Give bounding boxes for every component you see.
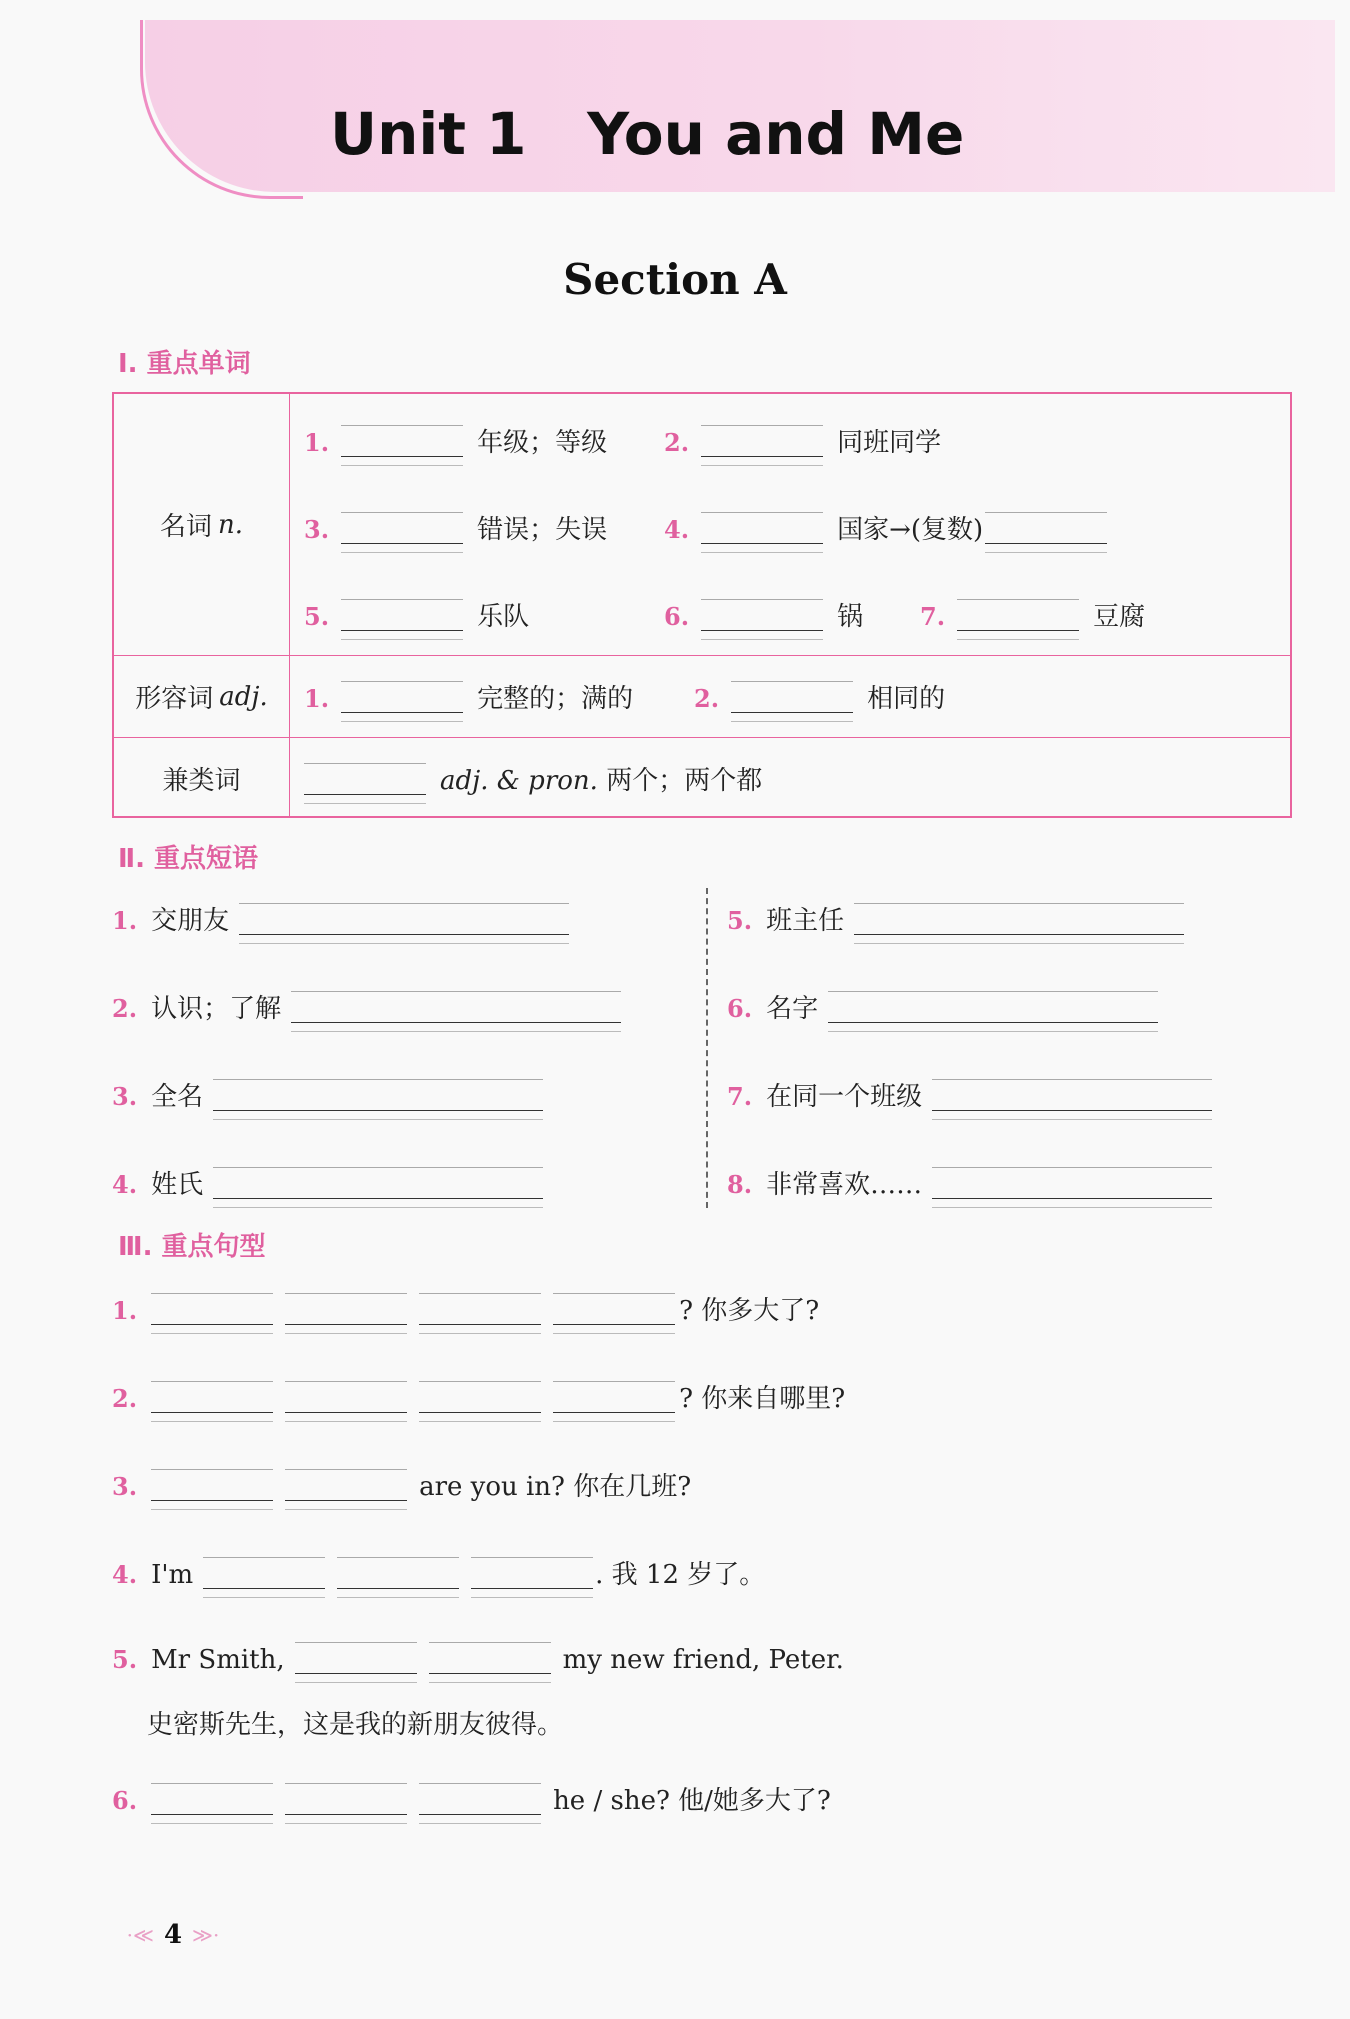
sentence-item-4: 4. I'm . 我 12 岁了。 <box>112 1554 765 1591</box>
phrase-item-8: 8. 非常喜欢…… <box>727 1164 1226 1201</box>
answer-blank[interactable] <box>731 681 853 713</box>
noun-row <box>114 394 1290 656</box>
noun-item-4: 4. 国家→(复数) <box>664 509 1121 546</box>
answer-blank[interactable] <box>701 425 823 457</box>
unit-title: Unit 1 You and Me <box>330 100 965 168</box>
answer-blank-plural[interactable] <box>985 512 1107 544</box>
part2-heading: Ⅱ. 重点短语 <box>118 844 259 874</box>
phrase-item-2: 2. 认识；了解 <box>112 988 635 1025</box>
phrase-item-5: 5. 班主任 <box>727 900 1198 937</box>
noun-item-5: 5. 乐队 <box>304 596 529 633</box>
answer-blank[interactable] <box>239 903 569 935</box>
answer-blank[interactable] <box>419 1293 541 1325</box>
answer-blank[interactable] <box>295 1642 417 1674</box>
sentence-item-5-translation: 史密斯先生，这是我的新朋友彼得。 <box>147 1710 564 1740</box>
answer-blank[interactable] <box>213 1167 543 1199</box>
sentence-item-1: 1. ? 你多大了? <box>112 1290 819 1327</box>
answer-blank[interactable] <box>291 991 621 1023</box>
section-title: Section A <box>563 255 787 304</box>
phrase-item-3: 3. 全名 <box>112 1076 557 1113</box>
answer-blank[interactable] <box>203 1557 325 1589</box>
header-curve-decoration <box>140 20 303 199</box>
both-item: adj. & pron. 两个；两个都 <box>304 760 762 797</box>
answer-blank[interactable] <box>553 1293 675 1325</box>
answer-blank[interactable] <box>429 1642 551 1674</box>
phrase-item-1: 1. 交朋友 <box>112 900 583 937</box>
noun-item-2: 2. 同班同学 <box>664 422 941 459</box>
answer-blank[interactable] <box>854 903 1184 935</box>
both-row <box>114 738 1290 818</box>
answer-blank[interactable] <box>701 599 823 631</box>
answer-blank[interactable] <box>151 1783 273 1815</box>
sentence-item-5: 5. Mr Smith, my new friend, Peter. <box>112 1642 844 1675</box>
answer-blank[interactable] <box>341 425 463 457</box>
noun-item-3: 3. 错误；失误 <box>304 509 607 546</box>
phrase-divider <box>706 888 708 1208</box>
noun-item-6: 6. 锅 <box>664 596 863 633</box>
answer-blank[interactable] <box>828 991 1158 1023</box>
noun-category: 名词 n. <box>114 394 290 655</box>
page-number: ·≪ 4 ≫· <box>126 1920 220 1950</box>
answer-blank[interactable] <box>419 1381 541 1413</box>
adj-category: 形容词 adj. <box>114 656 290 737</box>
answer-blank[interactable] <box>151 1381 273 1413</box>
part3-heading: Ⅲ. 重点句型 <box>118 1232 266 1262</box>
answer-blank[interactable] <box>151 1469 273 1501</box>
noun-item-1: 1. 年级；等级 <box>304 422 607 459</box>
answer-blank[interactable] <box>213 1079 543 1111</box>
answer-blank[interactable] <box>285 1783 407 1815</box>
adj-row <box>114 656 1290 738</box>
answer-blank[interactable] <box>932 1079 1212 1111</box>
adj-item-2: 2. 相同的 <box>694 678 945 715</box>
answer-blank[interactable] <box>341 599 463 631</box>
answer-blank[interactable] <box>341 681 463 713</box>
answer-blank[interactable] <box>285 1293 407 1325</box>
answer-blank[interactable] <box>341 512 463 544</box>
answer-blank[interactable] <box>471 1557 593 1589</box>
answer-blank[interactable] <box>957 599 1079 631</box>
answer-blank[interactable] <box>151 1293 273 1325</box>
right-chevrons-icon: ≫· <box>192 1923 220 1947</box>
answer-blank[interactable] <box>285 1381 407 1413</box>
both-category: 兼类词 <box>114 738 290 818</box>
noun-item-7: 7. 豆腐 <box>920 596 1145 633</box>
answer-blank[interactable] <box>701 512 823 544</box>
answer-blank[interactable] <box>337 1557 459 1589</box>
phrase-item-4: 4. 姓氏 <box>112 1164 557 1201</box>
sentence-item-3: 3. are you in? 你在几班? <box>112 1466 691 1503</box>
answer-blank[interactable] <box>932 1167 1212 1199</box>
part1-heading: Ⅰ. 重点单词 <box>118 349 251 379</box>
sentence-item-6: 6. he / she? 他/她多大了? <box>112 1780 831 1817</box>
answer-blank[interactable] <box>553 1381 675 1413</box>
left-chevrons-icon: ·≪ <box>126 1923 154 1947</box>
adj-item-1: 1. 完整的；满的 <box>304 678 633 715</box>
phrase-item-6: 6. 名字 <box>727 988 1172 1025</box>
answer-blank[interactable] <box>285 1469 407 1501</box>
answer-blank[interactable] <box>419 1783 541 1815</box>
phrase-item-7: 7. 在同一个班级 <box>727 1076 1226 1113</box>
vocab-table <box>112 392 1292 818</box>
sentence-item-2: 2. ? 你来自哪里? <box>112 1378 845 1415</box>
answer-blank[interactable] <box>304 763 426 795</box>
